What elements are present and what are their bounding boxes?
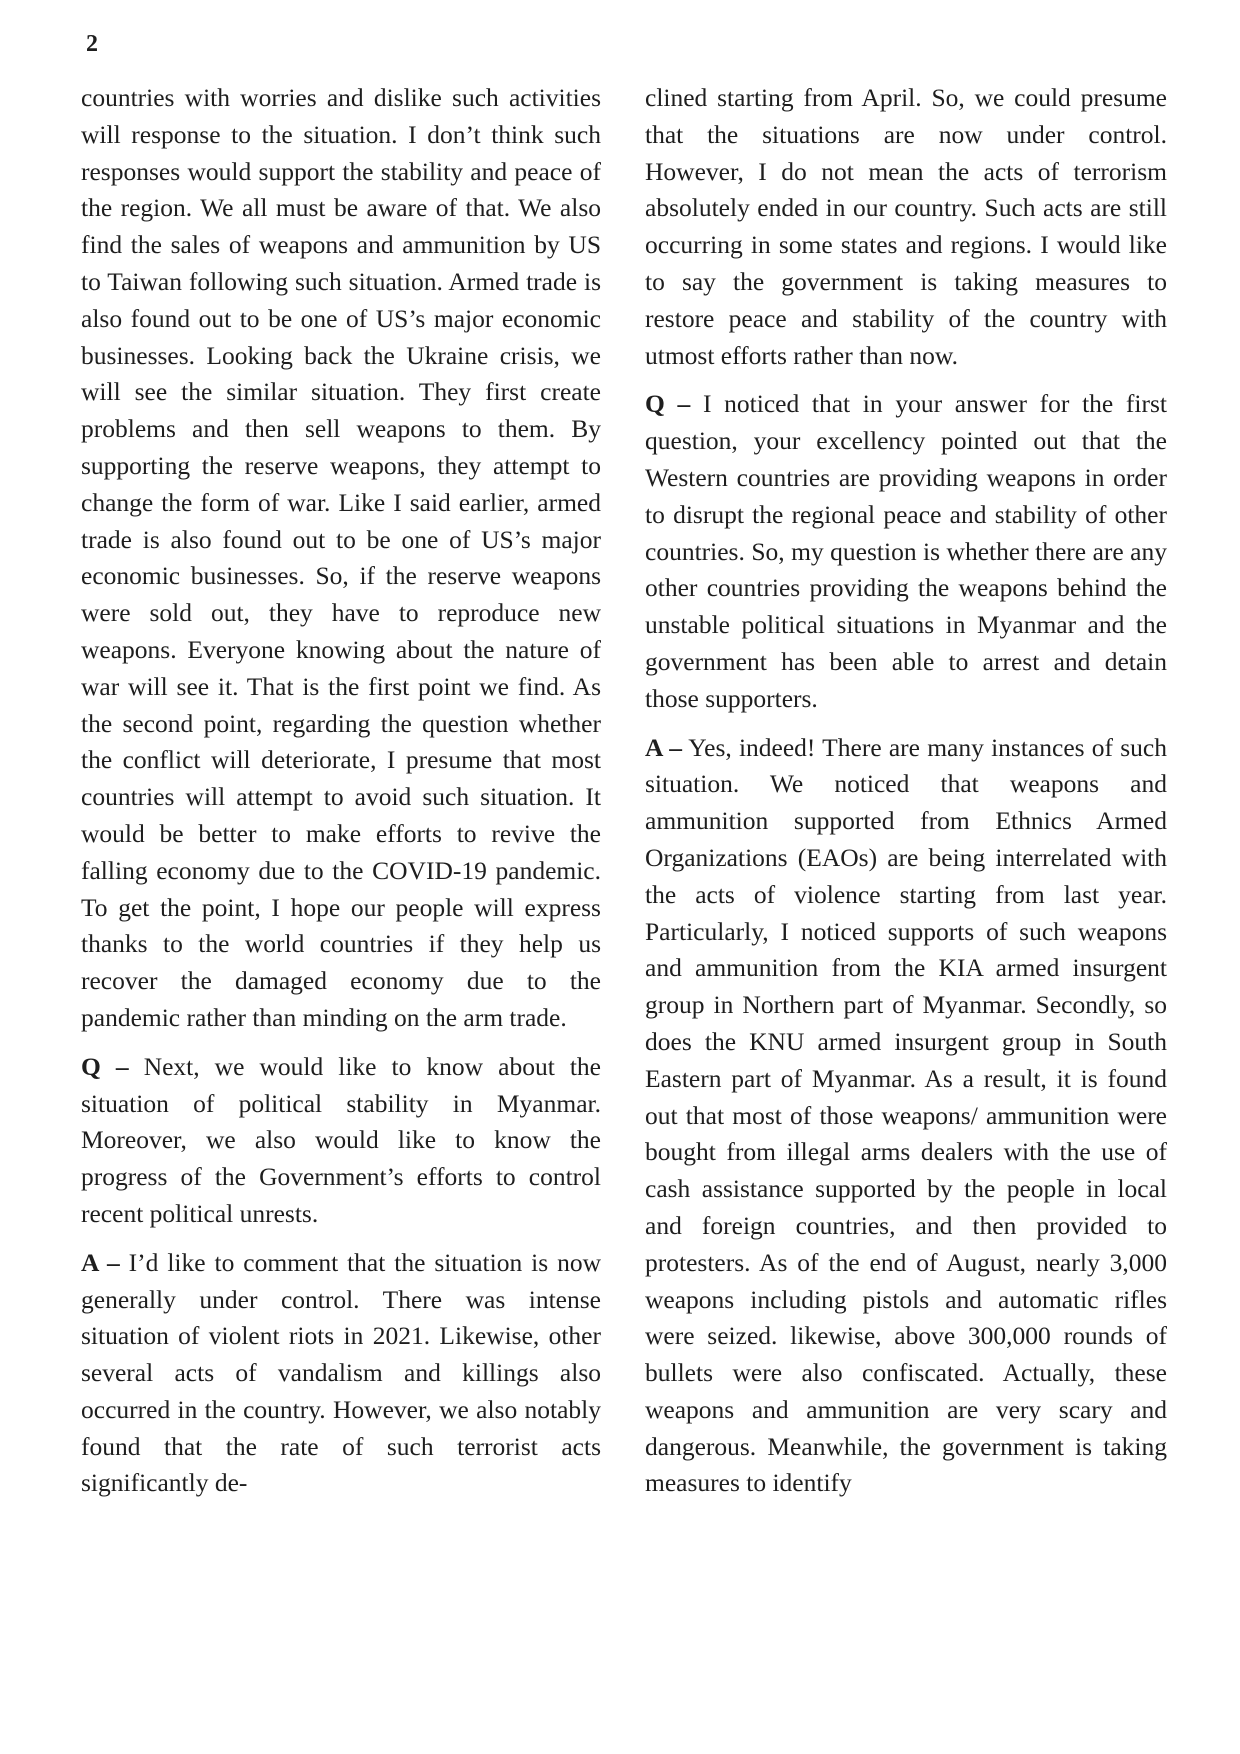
question-marker: Q – <box>645 389 691 419</box>
answer-text: Yes, indeed! There are many instances of such situation. We noticed that weapons and ammunition supported from Ethnics Armed Organizations (EAOs) are being interrelated with the acts of violence starting from last year. Particularly, I noticed supports of such weapons and ammunition from the KIA armed insurgent group in Northern part of Myanmar. Secondly, so does the KNU armed insurgent group in South Eastern part of Myanmar. As a result, it is found out that most of those weapons/ ammunition were bought from illegal arms dealers with the use of cash assistance supported by the people in local and foreign countries, and then provided to protesters. As of the end of August, nearly 3,000 weapons including pistols and automatic rifles were seized. likewise, above 300,000 rounds of bullets were also confiscated. Actually, these weapons and ammunition are very scary and dangerous. Meanwhile, the government is taking measures to identify <box>645 732 1167 1498</box>
question-marker: Q – <box>81 1051 129 1081</box>
page-number: 2 <box>86 31 98 57</box>
answer-paragraph <box>645 730 1167 1503</box>
answer-marker: A – <box>645 732 682 762</box>
paragraph-continuation: clined starting from April. So, we could presume that the situations are now under control. However, I do not mean the acts of terrorism absolutely ended in our country. Such acts are still occurring in some states and regions. I would like to say the government is taking measures to restore peace and stability of the country with utmost efforts rather than now. <box>645 83 1167 370</box>
question-text: Next, we would like to know about the situation of political stability in Myanmar. Moreover, we also would like to know the progress of the Government’s efforts to control recent political unrests. <box>81 1051 601 1228</box>
answer-text: I’d like to comment that the situation is now generally under control. There was intense situation of violent riots in 2021. Likewise, other several acts of vandalism and killings also occurred in the country. However, we also notably found that the rate of such terrorist acts significantly de- <box>81 1247 601 1498</box>
question-text: I noticed that in your answer for the first question, your excellency pointed out that the Western countries are providing weapons in order to disrupt the regional peace and stability of other countries. So, my question is whether there are any other countries providing the weapons behind the unstable political situations in Myanmar and the government has been able to arrest and detain those supporters. <box>645 389 1167 713</box>
answer-paragraph <box>81 1245 601 1503</box>
question-paragraph <box>645 386 1167 717</box>
paragraph-continuation: countries with worries and dislike such activities will response to the situation. I don’t think such responses would support the stability and peace of the region. We all must be aware of that. We also find the sales of weapons and ammunition by US to Taiwan following such situation. Armed trade is also found out to be one of US’s major economic businesses. Looking back the Ukraine crisis, we will see the similar situation. They first create problems and then sell weapons to them. By supporting the reserve weapons, they attempt to change the form of war. Like I said earlier, armed trade is also found out to be one of US’s major economic businesses. So, if the reserve weapons were sold out, they have to reproduce new weapons. Everyone knowing about the nature of war will see it. That is the first point we find. As the second point, regarding the question whether the conflict will deteriorate, I presume that most countries will attempt to avoid such situation. It would be better to make efforts to revive the falling economy due to the COVID-19 pandemic. To get the point, I hope our people will express thanks to the world countries if they help us recover the damaged economy due to the pandemic rather than minding on the arm trade. <box>81 83 601 1032</box>
question-paragraph <box>81 1049 601 1233</box>
left-column <box>81 80 601 1514</box>
answer-marker: A – <box>81 1247 120 1277</box>
right-column <box>645 80 1167 1514</box>
